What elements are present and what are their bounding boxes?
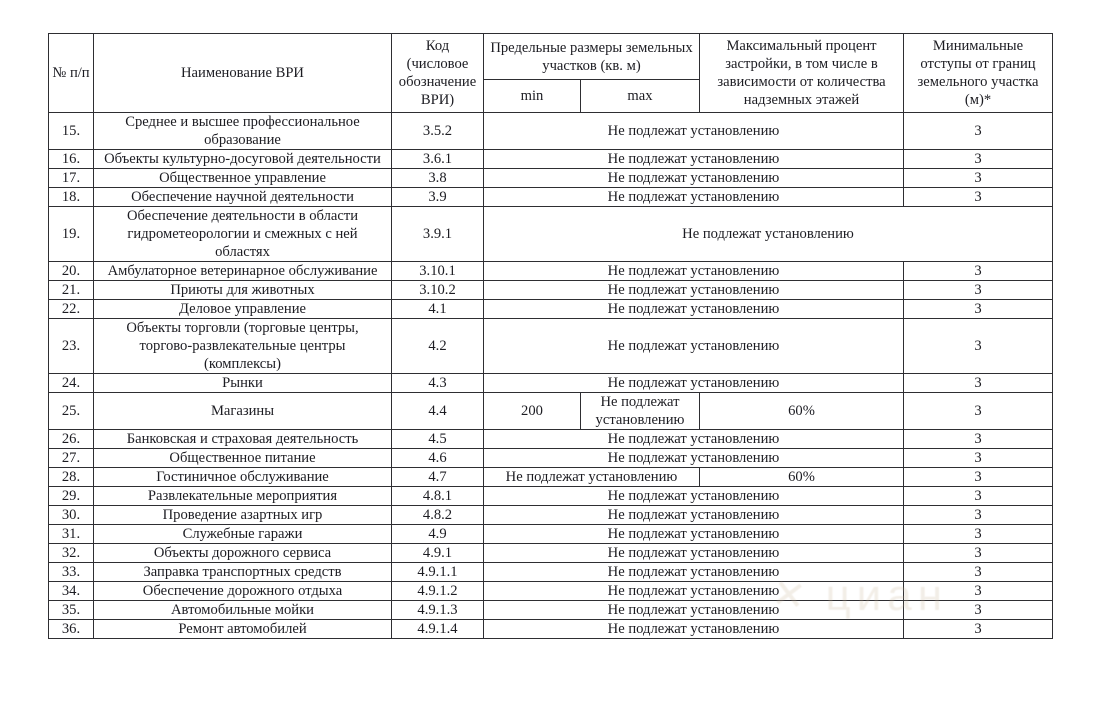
row-number-cell: 35. [49, 601, 94, 620]
code-cell: 3.8 [392, 169, 484, 188]
row-number-cell: 22. [49, 300, 94, 319]
vri-name-cell: Обеспечение научной деятельности [94, 188, 392, 207]
value-cell: Не подлежат установлению [484, 601, 904, 620]
value-cell: 3 [904, 544, 1053, 563]
value-cell: 3 [904, 582, 1053, 601]
value-cell: 3 [904, 525, 1053, 544]
row-number-cell: 18. [49, 188, 94, 207]
vri-name-cell: Объекты дорожного сервиса [94, 544, 392, 563]
table-row [49, 374, 1053, 393]
value-cell: 3 [904, 393, 1053, 430]
value-cell: Не подлежат установлению [484, 281, 904, 300]
value-cell: 3 [904, 487, 1053, 506]
code-cell: 4.9.1.4 [392, 620, 484, 639]
row-number-cell: 15. [49, 113, 94, 150]
code-cell: 4.9 [392, 525, 484, 544]
value-cell: Не подлежат установлению [484, 430, 904, 449]
vri-name-cell: Общественное управление [94, 169, 392, 188]
value-cell: 60% [700, 393, 904, 430]
vri-name-cell: Обеспечение дорожного отдыха [94, 582, 392, 601]
value-cell: Не подлежат установлению [484, 544, 904, 563]
value-cell: 3 [904, 169, 1053, 188]
value-cell: Не подлежат установлению [484, 150, 904, 169]
table-row [49, 393, 1053, 430]
code-cell: 4.9.1.2 [392, 582, 484, 601]
value-cell: Не подлежат установлению [484, 563, 904, 582]
value-cell: Не подлежат установлению [484, 374, 904, 393]
value-cell: 60% [700, 468, 904, 487]
value-cell: Не подлежат установлению [581, 393, 700, 430]
code-cell: 3.9.1 [392, 207, 484, 262]
value-cell: Не подлежат установлению [484, 582, 904, 601]
value-cell: Не подлежат установлению [484, 506, 904, 525]
value-cell: 3 [904, 319, 1053, 374]
vri-name-cell: Обеспечение деятельности в области гидрометеорологии и смежных с ней областях [94, 207, 392, 262]
value-cell: 3 [904, 620, 1053, 639]
row-number-cell: 34. [49, 582, 94, 601]
header-setback: Минимальные отступы от границ земельного участка (м)* [904, 34, 1053, 113]
row-number-cell: 20. [49, 262, 94, 281]
code-cell: 3.10.1 [392, 262, 484, 281]
row-number-cell: 29. [49, 487, 94, 506]
row-number-cell: 24. [49, 374, 94, 393]
header-num: № п/п [49, 34, 94, 113]
vri-name-cell: Рынки [94, 374, 392, 393]
code-cell: 4.3 [392, 374, 484, 393]
value-cell: Не подлежат установлению [484, 113, 904, 150]
value-cell: Не подлежат установлению [484, 620, 904, 639]
table-row [49, 430, 1053, 449]
value-cell: 3 [904, 563, 1053, 582]
vri-name-cell: Объекты торговли (торговые центры, торгово-развлекательные центры (комплексы) [94, 319, 392, 374]
code-cell: 3.6.1 [392, 150, 484, 169]
value-cell: 3 [904, 601, 1053, 620]
table-row [49, 262, 1053, 281]
vri-regulations-table [48, 33, 1053, 639]
vri-name-cell: Развлекательные мероприятия [94, 487, 392, 506]
vri-name-cell: Служебные гаражи [94, 525, 392, 544]
code-cell: 3.5.2 [392, 113, 484, 150]
row-number-cell: 30. [49, 506, 94, 525]
header-max: max [581, 80, 700, 113]
row-number-cell: 17. [49, 169, 94, 188]
row-number-cell: 31. [49, 525, 94, 544]
watermark-logo-icon: ✕ [769, 571, 815, 621]
header-min: min [484, 80, 581, 113]
table-row [49, 207, 1053, 262]
code-cell: 4.8.2 [392, 506, 484, 525]
vri-name-cell: Амбулаторное ветеринарное обслуживание [94, 262, 392, 281]
row-number-cell: 28. [49, 468, 94, 487]
vri-name-cell: Автомобильные мойки [94, 601, 392, 620]
code-cell: 4.9.1 [392, 544, 484, 563]
vri-name-cell: Общественное питание [94, 449, 392, 468]
table-row [49, 525, 1053, 544]
value-cell: Не подлежат установлению [484, 319, 904, 374]
watermark-text: циан [825, 571, 949, 620]
code-cell: 4.9.1.1 [392, 563, 484, 582]
header-code: Код (числовое обозначение ВРИ) [392, 34, 484, 113]
code-cell: 4.5 [392, 430, 484, 449]
vri-name-cell: Заправка транспортных средств [94, 563, 392, 582]
vri-name-cell: Проведение азартных игр [94, 506, 392, 525]
header-size-group: Предельные размеры земельных участков (кв. м) [484, 34, 700, 80]
value-cell: 3 [904, 430, 1053, 449]
value-cell: 3 [904, 113, 1053, 150]
row-number-cell: 26. [49, 430, 94, 449]
value-cell: Не подлежат установлению [484, 300, 904, 319]
table-row [49, 449, 1053, 468]
header-vri-name: Наименование ВРИ [94, 34, 392, 113]
table-body [49, 113, 1053, 639]
table-row [49, 506, 1053, 525]
table-row [49, 582, 1053, 601]
row-number-cell: 16. [49, 150, 94, 169]
value-cell: 3 [904, 281, 1053, 300]
value-cell: 3 [904, 262, 1053, 281]
table-row [49, 487, 1053, 506]
vri-name-cell: Ремонт автомобилей [94, 620, 392, 639]
value-cell: Не подлежат установлению [484, 262, 904, 281]
table-row [49, 188, 1053, 207]
vri-name-cell: Банковская и страховая деятельность [94, 430, 392, 449]
row-number-cell: 33. [49, 563, 94, 582]
row-number-cell: 21. [49, 281, 94, 300]
row-number-cell: 25. [49, 393, 94, 430]
vri-name-cell: Гостиничное обслуживание [94, 468, 392, 487]
row-number-cell: 32. [49, 544, 94, 563]
vri-name-cell: Деловое управление [94, 300, 392, 319]
table-row [49, 319, 1053, 374]
code-cell: 4.1 [392, 300, 484, 319]
table-row [49, 620, 1053, 639]
table-row [49, 544, 1053, 563]
code-cell: 3.10.2 [392, 281, 484, 300]
row-number-cell: 19. [49, 207, 94, 262]
value-cell: Не подлежат установлению [484, 525, 904, 544]
code-cell: 4.6 [392, 449, 484, 468]
value-cell: 200 [484, 393, 581, 430]
vri-name-cell: Магазины [94, 393, 392, 430]
code-cell: 4.9.1.3 [392, 601, 484, 620]
code-cell: 3.9 [392, 188, 484, 207]
value-cell: Не подлежат установлению [484, 169, 904, 188]
value-cell: 3 [904, 374, 1053, 393]
value-cell: 3 [904, 300, 1053, 319]
table-row [49, 169, 1053, 188]
value-cell: Не подлежат установлению [484, 487, 904, 506]
table-row [49, 300, 1053, 319]
value-cell: 3 [904, 449, 1053, 468]
table-row [49, 150, 1053, 169]
row-number-cell: 23. [49, 319, 94, 374]
value-cell: Не подлежат установлению [484, 449, 904, 468]
row-number-cell: 36. [49, 620, 94, 639]
vri-name-cell: Среднее и высшее профессиональное образование [94, 113, 392, 150]
code-cell: 4.7 [392, 468, 484, 487]
table-row [49, 601, 1053, 620]
table-row [49, 563, 1053, 582]
vri-name-cell: Объекты культурно-досуговой деятельности [94, 150, 392, 169]
value-cell: 3 [904, 188, 1053, 207]
row-number-cell: 27. [49, 449, 94, 468]
table-row [49, 113, 1053, 150]
value-cell: Не подлежат установлению [484, 207, 1053, 262]
table-row [49, 468, 1053, 487]
table-header [49, 34, 1053, 113]
header-percent: Максимальный процент застройки, в том числе в зависимости от количества надземных этажей [700, 34, 904, 113]
code-cell: 4.4 [392, 393, 484, 430]
value-cell: 3 [904, 506, 1053, 525]
vri-name-cell: Приюты для животных [94, 281, 392, 300]
value-cell: Не подлежат установлению [484, 468, 700, 487]
value-cell: 3 [904, 468, 1053, 487]
table-row [49, 281, 1053, 300]
code-cell: 4.2 [392, 319, 484, 374]
value-cell: 3 [904, 150, 1053, 169]
code-cell: 4.8.1 [392, 487, 484, 506]
value-cell: Не подлежат установлению [484, 188, 904, 207]
